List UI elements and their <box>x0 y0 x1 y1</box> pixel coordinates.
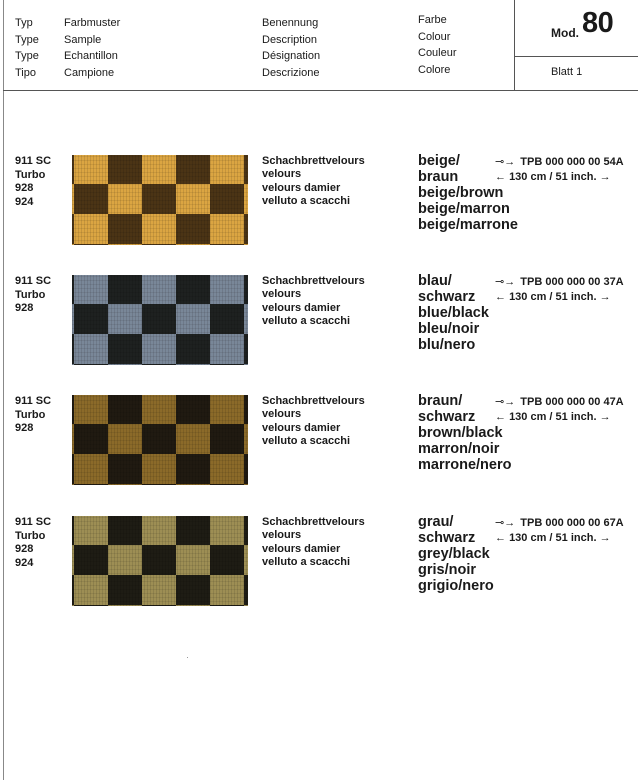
model-number: 80 <box>582 7 614 39</box>
reference-arrow-icon: ⊸→ <box>495 156 516 168</box>
color-name: gris/noir <box>418 562 477 578</box>
arrow-right-icon: → <box>599 532 611 544</box>
model-name: 924 <box>15 195 34 208</box>
model-name: 928 <box>15 543 34 555</box>
description-label-column <box>262 15 320 81</box>
roll-length <box>495 411 611 423</box>
fabric-swatch <box>72 275 248 365</box>
fabric-name-fr: velours damier <box>262 421 341 434</box>
color-name: beige/marron <box>418 201 510 217</box>
fabric-name-de: Schachbrettvelours <box>262 155 365 167</box>
model-name: Turbo <box>15 529 46 542</box>
model-name: 924 <box>15 556 34 569</box>
arrow-right-icon: → <box>599 411 611 423</box>
reference-arrow-icon: ⊸→ <box>495 276 516 288</box>
color-name: blue/black <box>418 305 489 321</box>
color-name: schwarz <box>418 289 476 305</box>
type-label-fr: Type <box>15 50 39 62</box>
fabric-swatch <box>72 155 248 245</box>
description-label-de: Benennung <box>262 17 319 29</box>
sample-label-column <box>64 15 120 81</box>
color-label-fr: Couleur <box>418 47 457 59</box>
description-label-it: Descrizione <box>262 66 320 79</box>
color-name: grau/ <box>418 514 454 530</box>
model-list <box>15 395 51 436</box>
part-number <box>495 395 624 408</box>
entry-row <box>0 155 638 255</box>
roll-length-text: 130 cm / 51 inch. <box>509 411 597 423</box>
fabric-name-it: velluto a scacchi <box>262 435 351 448</box>
color-name: marron/noir <box>418 441 500 457</box>
fabric-name-de: Schachbrettvelours <box>262 275 365 287</box>
color-name: braun/ <box>418 393 463 409</box>
sample-label-de: Farbmuster <box>64 17 121 29</box>
roll-length-text: 130 cm / 51 inch. <box>509 171 597 183</box>
fabric-description <box>262 516 365 570</box>
model-box-divider <box>515 56 638 57</box>
color-name: braun <box>418 169 459 185</box>
part-number-text: TPB 000 000 00 47A <box>520 396 624 408</box>
fabric-name-en: velours <box>262 529 302 542</box>
model-name: Turbo <box>15 168 46 181</box>
model-box <box>514 0 638 90</box>
color-name: grigio/nero <box>418 578 494 594</box>
color-name: schwarz <box>418 530 476 546</box>
model-name: 928 <box>15 182 34 194</box>
fabric-name-it: velluto a scacchi <box>262 315 351 328</box>
model-name: Turbo <box>15 288 46 301</box>
roll-length <box>495 532 611 544</box>
color-name: marrone/nero <box>418 457 512 473</box>
reference-arrow-icon: ⊸→ <box>495 396 516 408</box>
color-label-column <box>418 12 457 78</box>
arrow-left-icon: ← <box>495 291 506 303</box>
fabric-name-it: velluto a scacchi <box>262 556 351 569</box>
color-name: grey/black <box>418 546 490 562</box>
color-names <box>418 273 489 353</box>
sample-label-it: Campione <box>64 66 115 79</box>
fabric-name-fr: velours damier <box>262 542 341 555</box>
scan-speck <box>187 657 188 658</box>
roll-length-text: 130 cm / 51 inch. <box>509 532 597 544</box>
part-number <box>495 516 624 529</box>
type-label-en: Type <box>15 33 39 46</box>
type-label-de: Typ <box>15 17 33 29</box>
part-number <box>495 155 624 168</box>
type-label-it: Tipo <box>15 66 36 79</box>
color-name: beige/marrone <box>418 217 518 233</box>
model-name: 928 <box>15 302 34 314</box>
color-label-it: Colore <box>418 63 451 76</box>
page-left-border <box>3 0 4 780</box>
model-prefix: Mod. <box>551 26 579 40</box>
arrow-right-icon: → <box>599 291 611 303</box>
model-list <box>15 155 51 209</box>
model-name: 911 SC <box>15 155 52 167</box>
fabric-name-en: velours <box>262 288 302 301</box>
fabric-description <box>262 395 365 449</box>
model-name: 911 SC <box>15 395 52 407</box>
description-label-fr: Désignation <box>262 50 321 62</box>
arrow-right-icon: → <box>599 171 611 183</box>
sample-label-fr: Echantillon <box>64 50 118 62</box>
color-name: bleu/noir <box>418 321 480 337</box>
fabric-name-de: Schachbrettvelours <box>262 395 365 407</box>
roll-length <box>495 171 611 183</box>
entry-row <box>0 395 638 495</box>
entry-row <box>0 516 638 616</box>
description-label-en: Description <box>262 33 318 46</box>
fabric-name-en: velours <box>262 168 302 181</box>
fabric-swatch <box>72 395 248 485</box>
roll-length <box>495 291 611 303</box>
color-name: beige/brown <box>418 185 504 201</box>
model-name: Turbo <box>15 408 46 421</box>
model-name: 928 <box>15 422 34 434</box>
color-name: beige/ <box>418 153 460 169</box>
model-name: 911 SC <box>15 516 52 528</box>
fabric-swatch <box>72 516 248 606</box>
fabric-name-fr: velours damier <box>262 181 341 194</box>
model-list <box>15 275 51 316</box>
part-number <box>495 275 624 288</box>
sample-label-en: Sample <box>64 33 102 46</box>
arrow-left-icon: ← <box>495 532 506 544</box>
part-number-text: TPB 000 000 00 54A <box>520 156 624 168</box>
entry-row <box>0 275 638 375</box>
reference-arrow-icon: ⊸→ <box>495 517 516 529</box>
arrow-left-icon: ← <box>495 171 506 183</box>
type-label-column <box>15 15 39 81</box>
color-names <box>418 514 494 594</box>
color-name: schwarz <box>418 409 476 425</box>
fabric-name-de: Schachbrettvelours <box>262 516 365 528</box>
arrow-left-icon: ← <box>495 411 506 423</box>
part-number-text: TPB 000 000 00 67A <box>520 517 624 529</box>
header-divider <box>3 90 638 91</box>
fabric-name-fr: velours damier <box>262 301 341 314</box>
fabric-name-it: velluto a scacchi <box>262 195 351 208</box>
model-list <box>15 516 51 570</box>
fabric-description <box>262 155 365 209</box>
model-name: 911 SC <box>15 275 52 287</box>
fabric-description <box>262 275 365 329</box>
sheet-label: Blatt 1 <box>551 66 583 78</box>
fabric-name-en: velours <box>262 408 302 421</box>
color-name: brown/black <box>418 425 503 441</box>
color-label-en: Colour <box>418 30 451 43</box>
roll-length-text: 130 cm / 51 inch. <box>509 291 597 303</box>
part-number-text: TPB 000 000 00 37A <box>520 276 624 288</box>
color-label-de: Farbe <box>418 14 447 26</box>
color-name: blau/ <box>418 273 452 289</box>
color-name: blu/nero <box>418 337 476 353</box>
